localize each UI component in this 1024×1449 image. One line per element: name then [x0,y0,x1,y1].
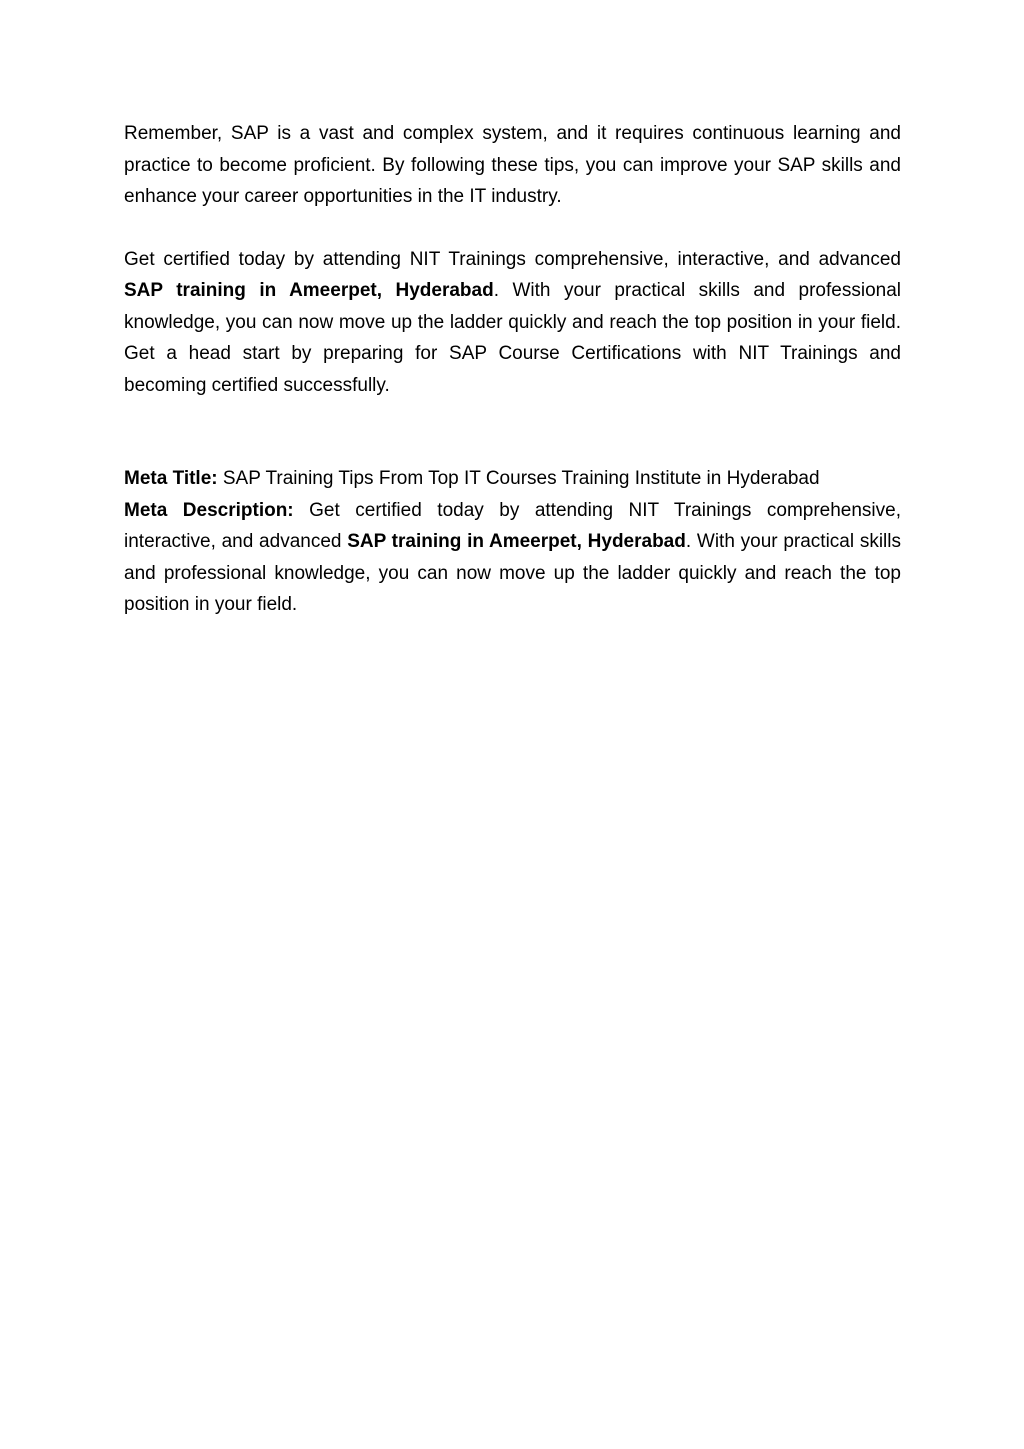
page-content [124,118,901,621]
meta-description-bold: SAP training in Ameerpet, Hyderabad [347,531,686,552]
paragraph-get-certified-bold: SAP training in Ameerpet, Hyderabad [124,280,494,301]
paragraph-get-certified [124,244,901,402]
meta-title [124,463,901,495]
meta-description-text-start: Get certified today by attending NIT Trainings comprehensive, interactive, and advanced [124,499,901,552]
meta-title-value: SAP Training Tips From Top IT Courses Training Institute in Hyderabad [217,468,820,489]
paragraph-get-certified-text-end: . With your practical skills and professional knowledge, you can now move up the ladder quickly and reach the top position in your field. Get a head start by preparing for SAP Course Certifications with NIT Trainings and becoming certified successfully. [124,280,901,396]
meta-description [124,495,901,621]
meta-description-text-end: . With your practical skills and professional knowledge, you can now move up the ladder quickly and reach the top position in your field. [124,531,901,615]
paragraph-get-certified-text-start: Get certified today by attending NIT Trainings comprehensive, interactive, and advanced [124,248,901,270]
meta-title-label: Meta Title: [124,468,218,489]
meta-description-label: Meta Description: [124,499,294,521]
meta-section [124,463,901,621]
paragraph-remember: Remember, SAP is a vast and complex system, and it requires continuous learning and practice to become proficient. By following these tips, you can improve your SAP skills and enhance your career opportunities in the IT industry. [124,123,901,207]
